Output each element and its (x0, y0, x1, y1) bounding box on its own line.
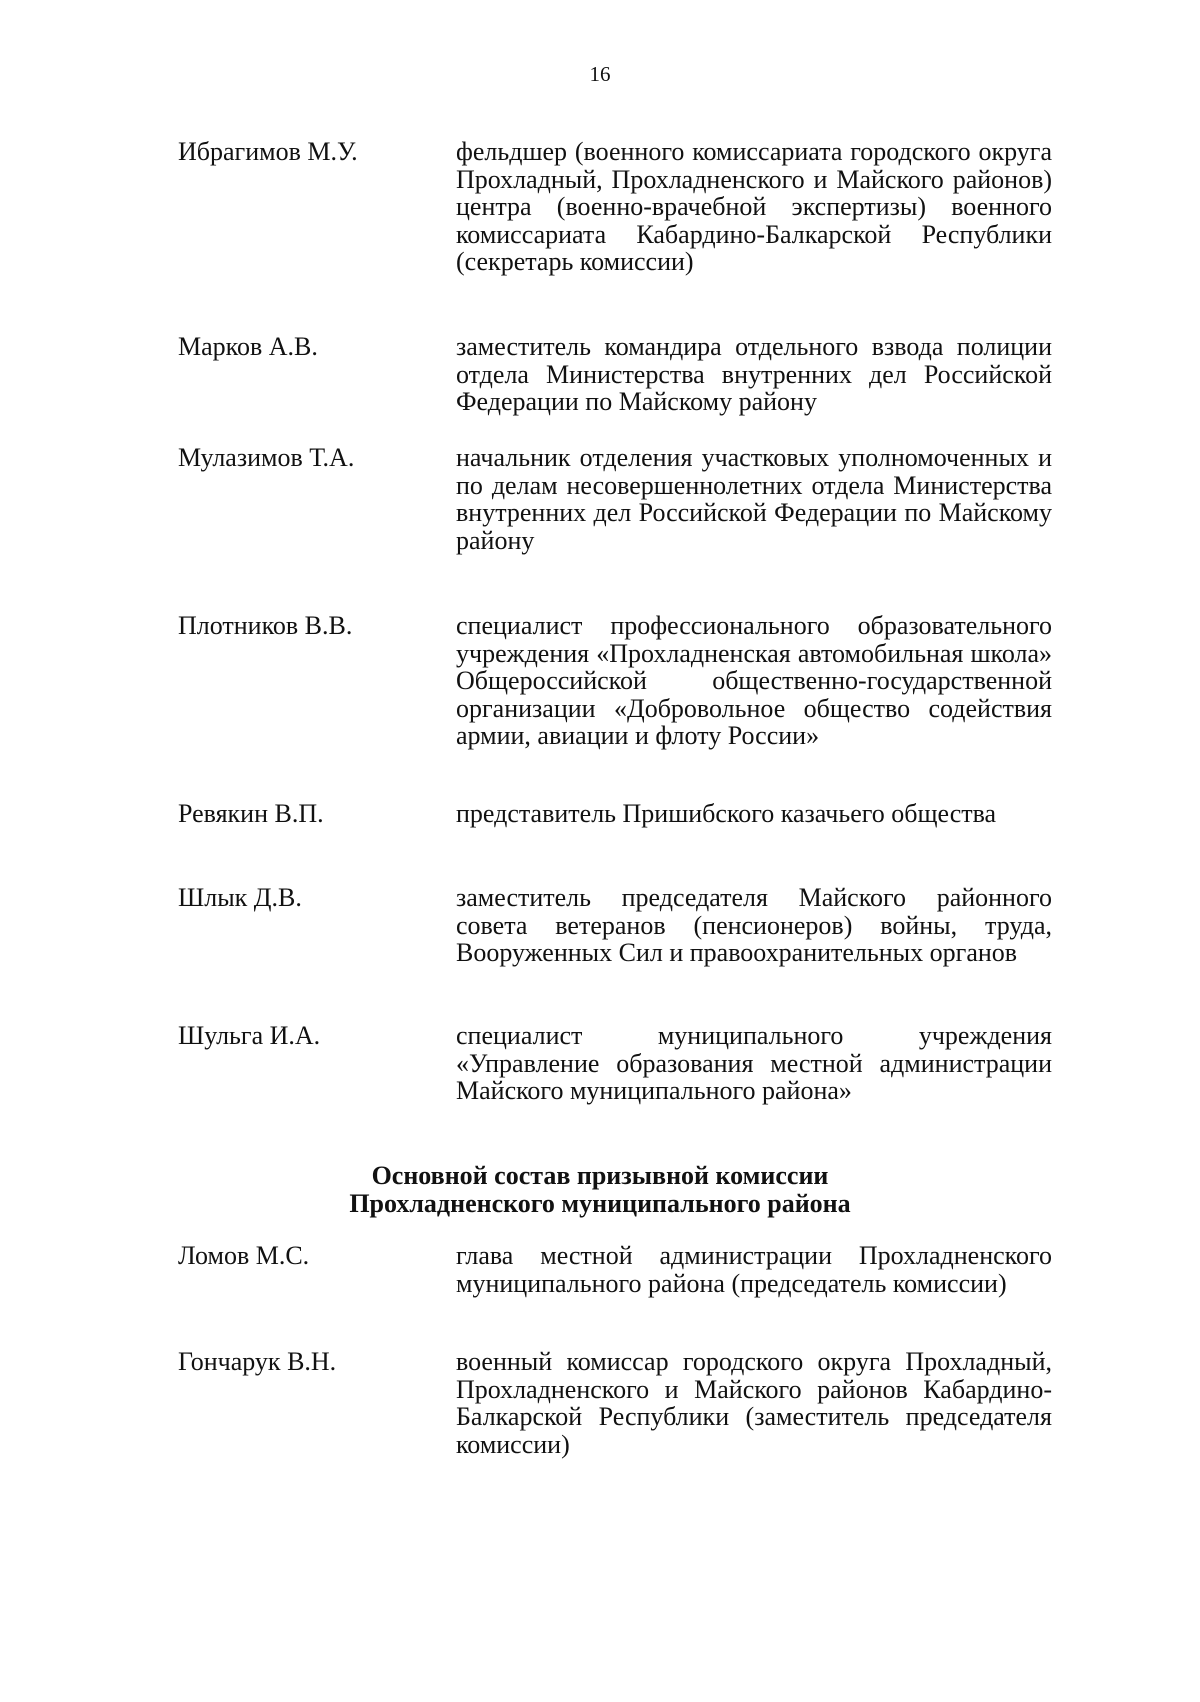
member-role: заместитель председателя Майского районного совета ветеранов (пенсионеров) войны, труда, Вооруженных Сил и правоохранительных органов (456, 883, 1052, 967)
member-name: Шлык Д.В. (178, 883, 302, 912)
member-role: военный комиссар городского округа Прохладный, Прохладненского и Майского районов Кабардино-Балкарской Республики (заместитель председателя комиссии) (456, 1347, 1052, 1459)
member-role: специалист муниципального учреждения «Управление образования местной администрации Майского муниципального района» (456, 1021, 1052, 1105)
member-name: Ревякин В.П. (178, 799, 324, 828)
section-heading (0, 1162, 1200, 1218)
member-name: Шульга И.А. (178, 1021, 321, 1050)
member-name: Ибрагимов М.У. (178, 137, 358, 166)
section-heading-line-1: Основной состав призывной комиссии (371, 1161, 829, 1190)
page-number: 16 (589, 62, 611, 86)
member-name: Гончарук В.Н. (178, 1347, 337, 1376)
member-role: заместитель командира отдельного взвода полиции отдела Министерства внутренних дел Российской Федерации по Майскому району (456, 332, 1052, 416)
member-name: Мулазимов Т.А. (178, 443, 355, 472)
member-name: Ломов М.С. (178, 1241, 310, 1270)
member-role: представитель Пришибского казачьего общества (456, 799, 997, 828)
member-name: Плотников В.В. (178, 611, 353, 640)
member-name: Марков А.В. (178, 332, 318, 361)
member-role: фельдшер (военного комиссариата городского округа Прохладный, Прохладненского и Майского районов) центра (военно-врачебной экспертизы) военного комиссариата Кабардино-Балкарской Республики (секретарь комиссии) (456, 137, 1052, 276)
member-role: начальник отделения участковых уполномоченных и по делам несовершеннолетних отдела Министерства внутренних дел Российской Федерации по Майскому району (456, 443, 1052, 555)
section-heading-line-2: Прохладненского муниципального района (349, 1189, 851, 1218)
member-role: специалист профессионального образовательного учреждения «Прохладненская автомобильная школа» Общероссийской общественно-государственной организации «Добровольное общество содействия армии, авиации и флоту России» (456, 611, 1052, 750)
member-role: глава местной администрации Прохладненского муниципального района (председатель комиссии) (456, 1241, 1052, 1298)
